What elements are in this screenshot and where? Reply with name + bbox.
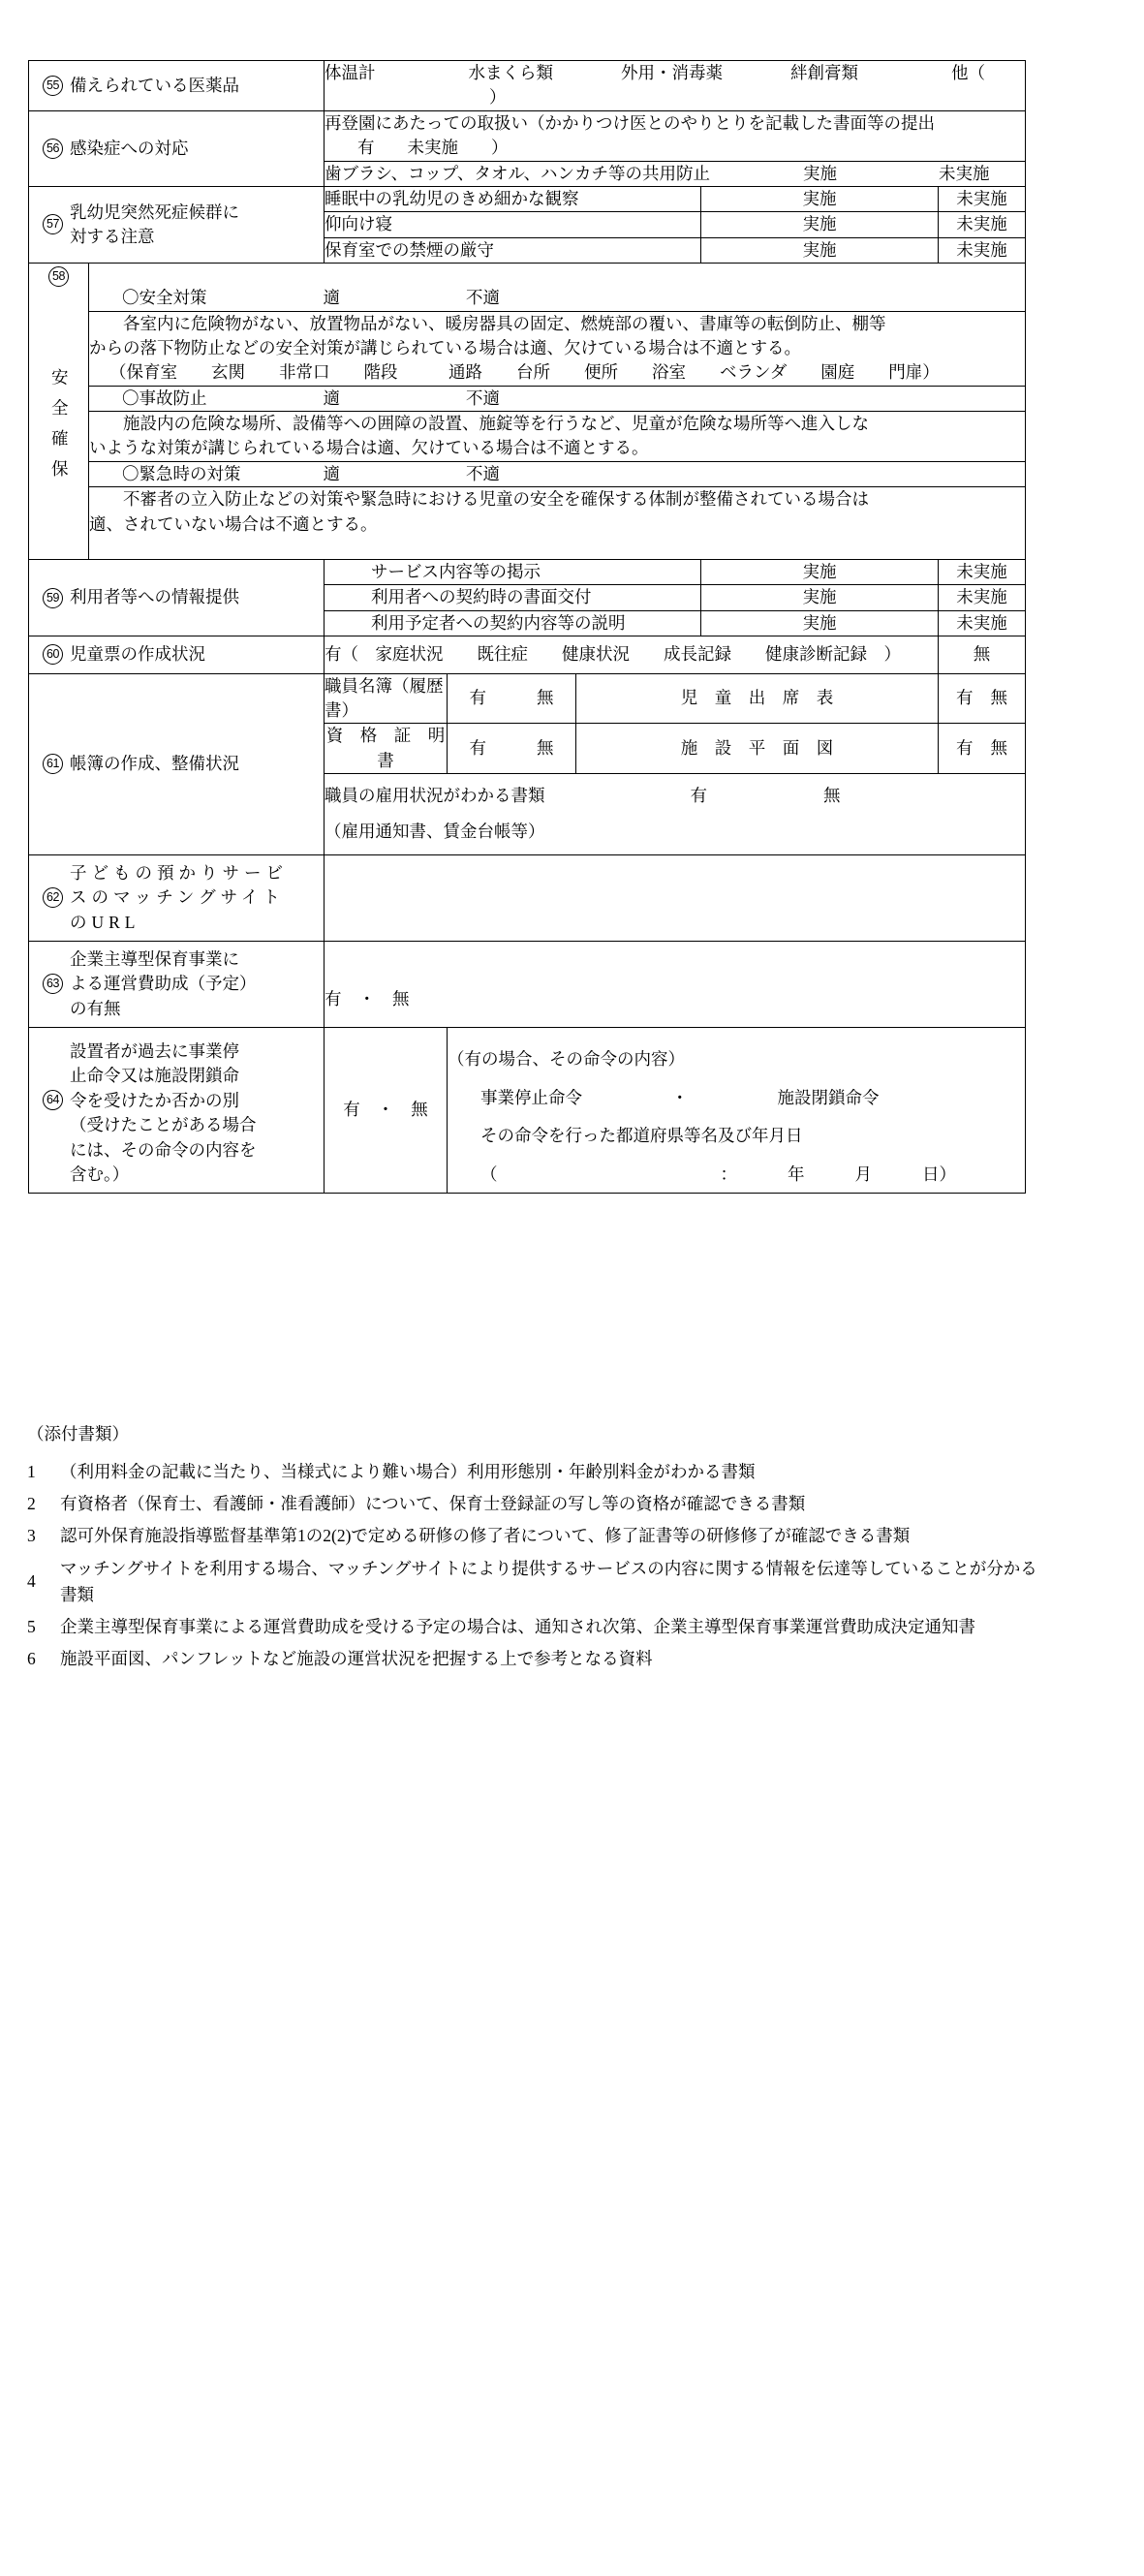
safety-body-1-line2: いような対策が講じられている場合は適、欠けている場合は不適とする。	[89, 438, 649, 458]
row-60	[29, 636, 1026, 673]
ledger-no2-0[interactable]: 無	[990, 688, 1008, 708]
row-number-55: 55	[43, 76, 63, 96]
row-number-62: 62	[43, 887, 63, 908]
row-64-detail-year[interactable]: 年	[788, 1164, 805, 1184]
row-61-label-cell	[29, 673, 325, 854]
row-64-value-cell[interactable]: 有 ・ 無	[325, 1028, 448, 1194]
row-63	[29, 941, 1026, 1027]
ledger-yes-1[interactable]: 有	[469, 737, 486, 758]
row-55-value-cell[interactable]	[325, 61, 1026, 111]
row-56	[29, 110, 1026, 161]
row-63-label-cell	[29, 941, 325, 1027]
row-64-detail-separator: ・	[671, 1087, 689, 1107]
row-58-content-cell	[89, 264, 1026, 560]
info-yes-1[interactable]: 実施	[701, 585, 939, 610]
row-64-label-line3: 令を受けたか否かの別	[70, 1090, 239, 1110]
row-57-label-line2: 対する注意	[70, 226, 155, 246]
attachment-text-4: マッチングサイトを利用する場合、マッチングサイトにより提供するサービスの内容に関する情報を伝達等していることが分かる書類	[60, 1558, 1037, 1604]
attachment-item	[27, 1491, 1054, 1517]
row-57-label-line1: 乳幼児突然死症候群に	[70, 202, 239, 222]
ledger-yes2-0[interactable]: 有	[956, 688, 974, 708]
safety-body-2-line1: 不審者の立入防止などの対策や緊急時における児童の安全を確保する体制が整備されている場合は	[123, 489, 869, 510]
employment-doc-label: 職員の雇用状況がわかる書類	[325, 786, 545, 805]
row-number-64: 64	[43, 1090, 63, 1110]
medicine-item-4[interactable]: 他（	[951, 63, 985, 82]
info-no-2[interactable]: 未実施	[939, 610, 1026, 636]
row-60-value-cell[interactable]: 有（ 家庭状況 既往症 健康状況 成長記録 健康診断記録 ）	[325, 636, 939, 673]
row-64-detail-option-2[interactable]: 施設閉鎖命令	[777, 1087, 880, 1107]
attachment-text-2: 有資格者（保育士、看護師・准看護師）について、保育士登録証の写し等の資格が確認できる書類	[60, 1494, 806, 1514]
row-60-label-cell	[29, 636, 325, 673]
row-62-label-cell	[29, 854, 325, 941]
row-63-value-cell[interactable]: 有 ・ 無	[325, 941, 1026, 1027]
attachment-number-5: 5	[27, 1616, 36, 1636]
row-56-close-paren: ）	[491, 138, 509, 158]
attachment-text-6: 施設平面図、パンフレットなど施設の運営状況を把握する上で参考となる資料	[60, 1648, 653, 1668]
safety-block-0-body-row	[89, 311, 1025, 386]
attachment-number-2: 2	[27, 1494, 36, 1514]
ledger-yes2-1[interactable]: 有	[956, 737, 974, 758]
ledger-name2-0: 児 童 出 席 表	[576, 673, 939, 724]
row-62-label-line3: のURL	[70, 912, 140, 932]
ledger-name-0: 職員名簿（履歴書）	[325, 673, 448, 724]
row-64-label-line1: 設置者が過去に事業停	[70, 1041, 239, 1061]
safety-block-0-heading-row	[89, 286, 1025, 311]
sids-no-0[interactable]: 未実施	[939, 186, 1026, 211]
employment-doc-yes[interactable]: 有	[690, 786, 707, 805]
sids-yes-2[interactable]: 実施	[701, 237, 939, 263]
row-number-58: 58	[48, 266, 69, 287]
medicine-item-5: ）	[489, 87, 507, 108]
row-56-option-yes[interactable]: 有	[357, 138, 375, 158]
attachment-item	[27, 1646, 1054, 1672]
row-62	[29, 854, 1026, 941]
row-number-63: 63	[43, 974, 63, 994]
medicine-item-0[interactable]: 体温計	[325, 63, 376, 82]
row-61-grid-0	[29, 673, 1026, 724]
attachment-number-1: 1	[27, 1462, 36, 1482]
row-62-label-line1: 子どもの預かりサービ	[70, 862, 288, 883]
row-64-detail-cell	[448, 1028, 1026, 1194]
sids-item-text-2: 保育室での禁煙の厳守	[325, 237, 701, 263]
ledger-yesno-0[interactable]	[448, 673, 576, 724]
row-56-line3-no[interactable]: 未実施	[938, 163, 990, 183]
attachment-number-4: 4	[27, 1571, 36, 1592]
safety-block-2-body-row	[89, 487, 1025, 537]
safety-opt-ok-1[interactable]: 適	[323, 388, 340, 408]
attachments-section	[27, 1421, 1054, 1678]
info-no-0[interactable]: 未実施	[939, 560, 1026, 585]
safety-block-2-body-cell	[89, 487, 1025, 537]
row-number-60: 60	[43, 644, 63, 665]
row-64-detail-month[interactable]: 月	[854, 1164, 872, 1184]
row-64-label-line4: （受けたことがある場合	[70, 1115, 257, 1135]
employment-doc-no[interactable]: 無	[823, 786, 841, 805]
attachment-item	[27, 1459, 1054, 1485]
safety-body-0-line1: 各室内に危険物がない、放置物品がない、暖房器具の固定、燃焼部の覆い、書庫等の転倒防止、棚等	[123, 313, 886, 333]
row-64	[29, 1028, 1026, 1194]
safety-body-0-line2: からの落下物防止などの安全対策が講じられている場合は適、欠けている場合は不適とする。	[89, 337, 801, 357]
row-64-detail-day[interactable]: 日）	[922, 1164, 956, 1184]
row-55-label: 備えられている医薬品	[70, 75, 239, 95]
info-item-text-0: サービス内容等の掲示	[325, 560, 701, 585]
row-56-line3-yes[interactable]: 実施	[802, 163, 837, 183]
row-number-56: 56	[43, 139, 63, 159]
ledger-yes-0[interactable]: 有	[469, 688, 486, 708]
safety-heading-1: 〇事故防止	[122, 388, 207, 408]
safety-block-1-body-row	[89, 412, 1025, 462]
attachment-text-5: 企業主導型保育事業による運営費助成を受ける予定の場合は、通知され次第、企業主導型保育事業運営費助成決定通知書	[60, 1616, 975, 1636]
attachment-number-3: 3	[27, 1526, 36, 1546]
attachment-item	[27, 1523, 1054, 1549]
row-number-61: 61	[43, 754, 63, 774]
safety-heading-2: 〇緊急時の対策	[122, 463, 241, 483]
row-59-label: 利用者等への情報提供	[70, 587, 239, 607]
row-57-label-cell	[29, 186, 325, 263]
ledger-no-0[interactable]: 無	[537, 688, 554, 708]
info-item-text-2: 利用予定者への契約内容等の説明	[325, 610, 701, 636]
row-56-label: 感染症への対応	[70, 138, 189, 158]
row-58	[29, 264, 1026, 560]
safety-body-1-line1: 施設内の危険な場所、設備等への囲障の設置、施錠等を行うなど、児童が危険な場所等へ進入しな	[123, 414, 869, 433]
row-60-none-cell[interactable]: 無	[939, 636, 1026, 673]
safety-block-0-heading-cell[interactable]	[89, 286, 1025, 311]
safety-opt-ng-1[interactable]: 不適	[466, 388, 500, 408]
medicine-item-3[interactable]: 絆創膏類	[790, 63, 858, 82]
attachment-item	[27, 1614, 1054, 1640]
ledger-yesno2-0[interactable]	[939, 673, 1026, 724]
ledger-name2-1: 施 設 平 面 図	[576, 724, 939, 774]
row-56-shared-use-cell[interactable]	[325, 161, 1026, 186]
medicine-item-1[interactable]: 水まくら類	[468, 63, 553, 82]
safety-opt-ng-2[interactable]: 不適	[466, 463, 500, 483]
row-64-label-line2: 止命令又は施設閉鎖命	[70, 1066, 239, 1086]
safety-block-1-heading-cell[interactable]	[89, 386, 1025, 411]
attachment-text-3: 認可外保育施設指導監督基準第1の2(2)で定める研修の修了者について、修了証書等の研修修了が確認できる書類	[60, 1526, 911, 1546]
sids-no-1[interactable]: 未実施	[939, 212, 1026, 237]
attachment-item	[27, 1556, 1054, 1608]
row-63-label-line3: の有無	[70, 998, 121, 1018]
row-56-option-no[interactable]: 未実施	[407, 138, 458, 158]
inspection-form-table	[28, 60, 1026, 1194]
row-56-return-policy-cell[interactable]	[325, 110, 1026, 161]
row-59-item-0	[29, 560, 1026, 585]
row-64-label-line5: には、その命令の内容を	[70, 1139, 257, 1160]
safety-heading-0: 〇安全対策	[122, 288, 207, 308]
ledger-name-1: 資 格 証 明 書	[325, 724, 448, 774]
row-64-detail-heading: （有の場合、その命令の内容）	[448, 1049, 685, 1070]
row-61-label: 帳簿の作成、整備状況	[70, 753, 239, 773]
ledger-no2-1[interactable]: 無	[990, 737, 1008, 758]
medicine-item-2[interactable]: 外用・消毒薬	[621, 63, 723, 82]
ledger-yesno-1[interactable]	[448, 724, 576, 774]
row-58-vertical-label-cell	[29, 264, 89, 560]
row-55-label-cell	[29, 61, 325, 111]
safety-block-2-heading-cell[interactable]	[89, 461, 1025, 486]
ledger-yesno2-1[interactable]	[939, 724, 1026, 774]
row-64-label-line6: 含む。）	[70, 1164, 130, 1184]
ledger-no-1[interactable]: 無	[537, 737, 554, 758]
sids-item-text-0: 睡眠中の乳幼児のきめ細かな観察	[325, 186, 701, 211]
row-number-57: 57	[43, 214, 63, 234]
sids-item-text-1: 仰向け寝	[325, 212, 701, 237]
row-59-label-cell	[29, 560, 325, 636]
row-55	[29, 61, 1026, 111]
safety-body-0-line3[interactable]: （保育室 玄関 非常口 階段 通路 台所 便所 浴室 ベランダ 園庭 門扉）	[109, 362, 940, 383]
safety-block-0-body-cell	[89, 311, 1025, 386]
info-yes-2[interactable]: 実施	[701, 610, 939, 636]
safety-block-1-heading-row	[89, 386, 1025, 411]
info-no-1[interactable]: 未実施	[939, 585, 1026, 610]
row-63-label-line1: 企業主導型保育事業に	[70, 948, 239, 969]
safety-opt-ng-0[interactable]: 不適	[466, 288, 500, 308]
sids-no-2[interactable]: 未実施	[939, 237, 1026, 263]
attachment-text-1: （利用料金の記載に当たり、当様式により難い場合）利用形態別・年齢別料金がわかる書類	[60, 1462, 756, 1482]
row-62-url-input[interactable]	[325, 854, 1026, 941]
safety-opt-ok-2[interactable]: 適	[323, 463, 340, 483]
row-57-item-0	[29, 186, 1026, 211]
row-number-59: 59	[43, 588, 63, 608]
row-64-detail-colon: ：	[720, 1164, 737, 1184]
safety-opt-ok-0[interactable]: 適	[323, 288, 340, 308]
safety-body-2-line2: 適、されていない場合は不適とする。	[89, 513, 378, 534]
sids-yes-1[interactable]: 実施	[701, 212, 939, 237]
row-62-label-line2: スのマッチングサイト	[70, 887, 285, 908]
safety-subtable	[89, 286, 1025, 537]
info-yes-0[interactable]: 実施	[701, 560, 939, 585]
row-64-detail-option-1[interactable]: 事業停止命令	[480, 1087, 582, 1107]
safety-block-2-heading-row	[89, 461, 1025, 486]
row-64-label-cell	[29, 1028, 325, 1194]
safety-block-1-body-cell	[89, 412, 1025, 462]
row-58-vertical-label: 安全確保	[49, 368, 70, 490]
row-64-detail-line2: その命令を行った都道府県等名及び年月日	[480, 1126, 803, 1146]
sids-yes-0[interactable]: 実施	[701, 186, 939, 211]
row-61-employment-cell[interactable]	[325, 774, 1026, 855]
row-56-label-cell	[29, 110, 325, 186]
info-item-text-1: 利用者への契約時の書面交付	[325, 585, 701, 610]
employment-doc-note: （雇用通知書、賃金台帳等）	[325, 822, 545, 842]
attachments-list	[27, 1459, 1054, 1672]
row-64-detail-open-paren: （	[480, 1164, 498, 1184]
row-56-line1: 再登園にあたっての取扱い（かかりつけ医とのやりとりを記載した書面等の提出	[325, 112, 935, 133]
row-56-line3: 歯ブラシ、コップ、タオル、ハンカチ等の共用防止	[325, 163, 710, 183]
attachments-heading: （添付書類）	[27, 1424, 129, 1443]
attachment-number-6: 6	[27, 1648, 36, 1668]
row-63-label-line2: よる運営費助成（予定）	[70, 974, 257, 994]
row-60-label: 児童票の作成状況	[70, 644, 205, 665]
